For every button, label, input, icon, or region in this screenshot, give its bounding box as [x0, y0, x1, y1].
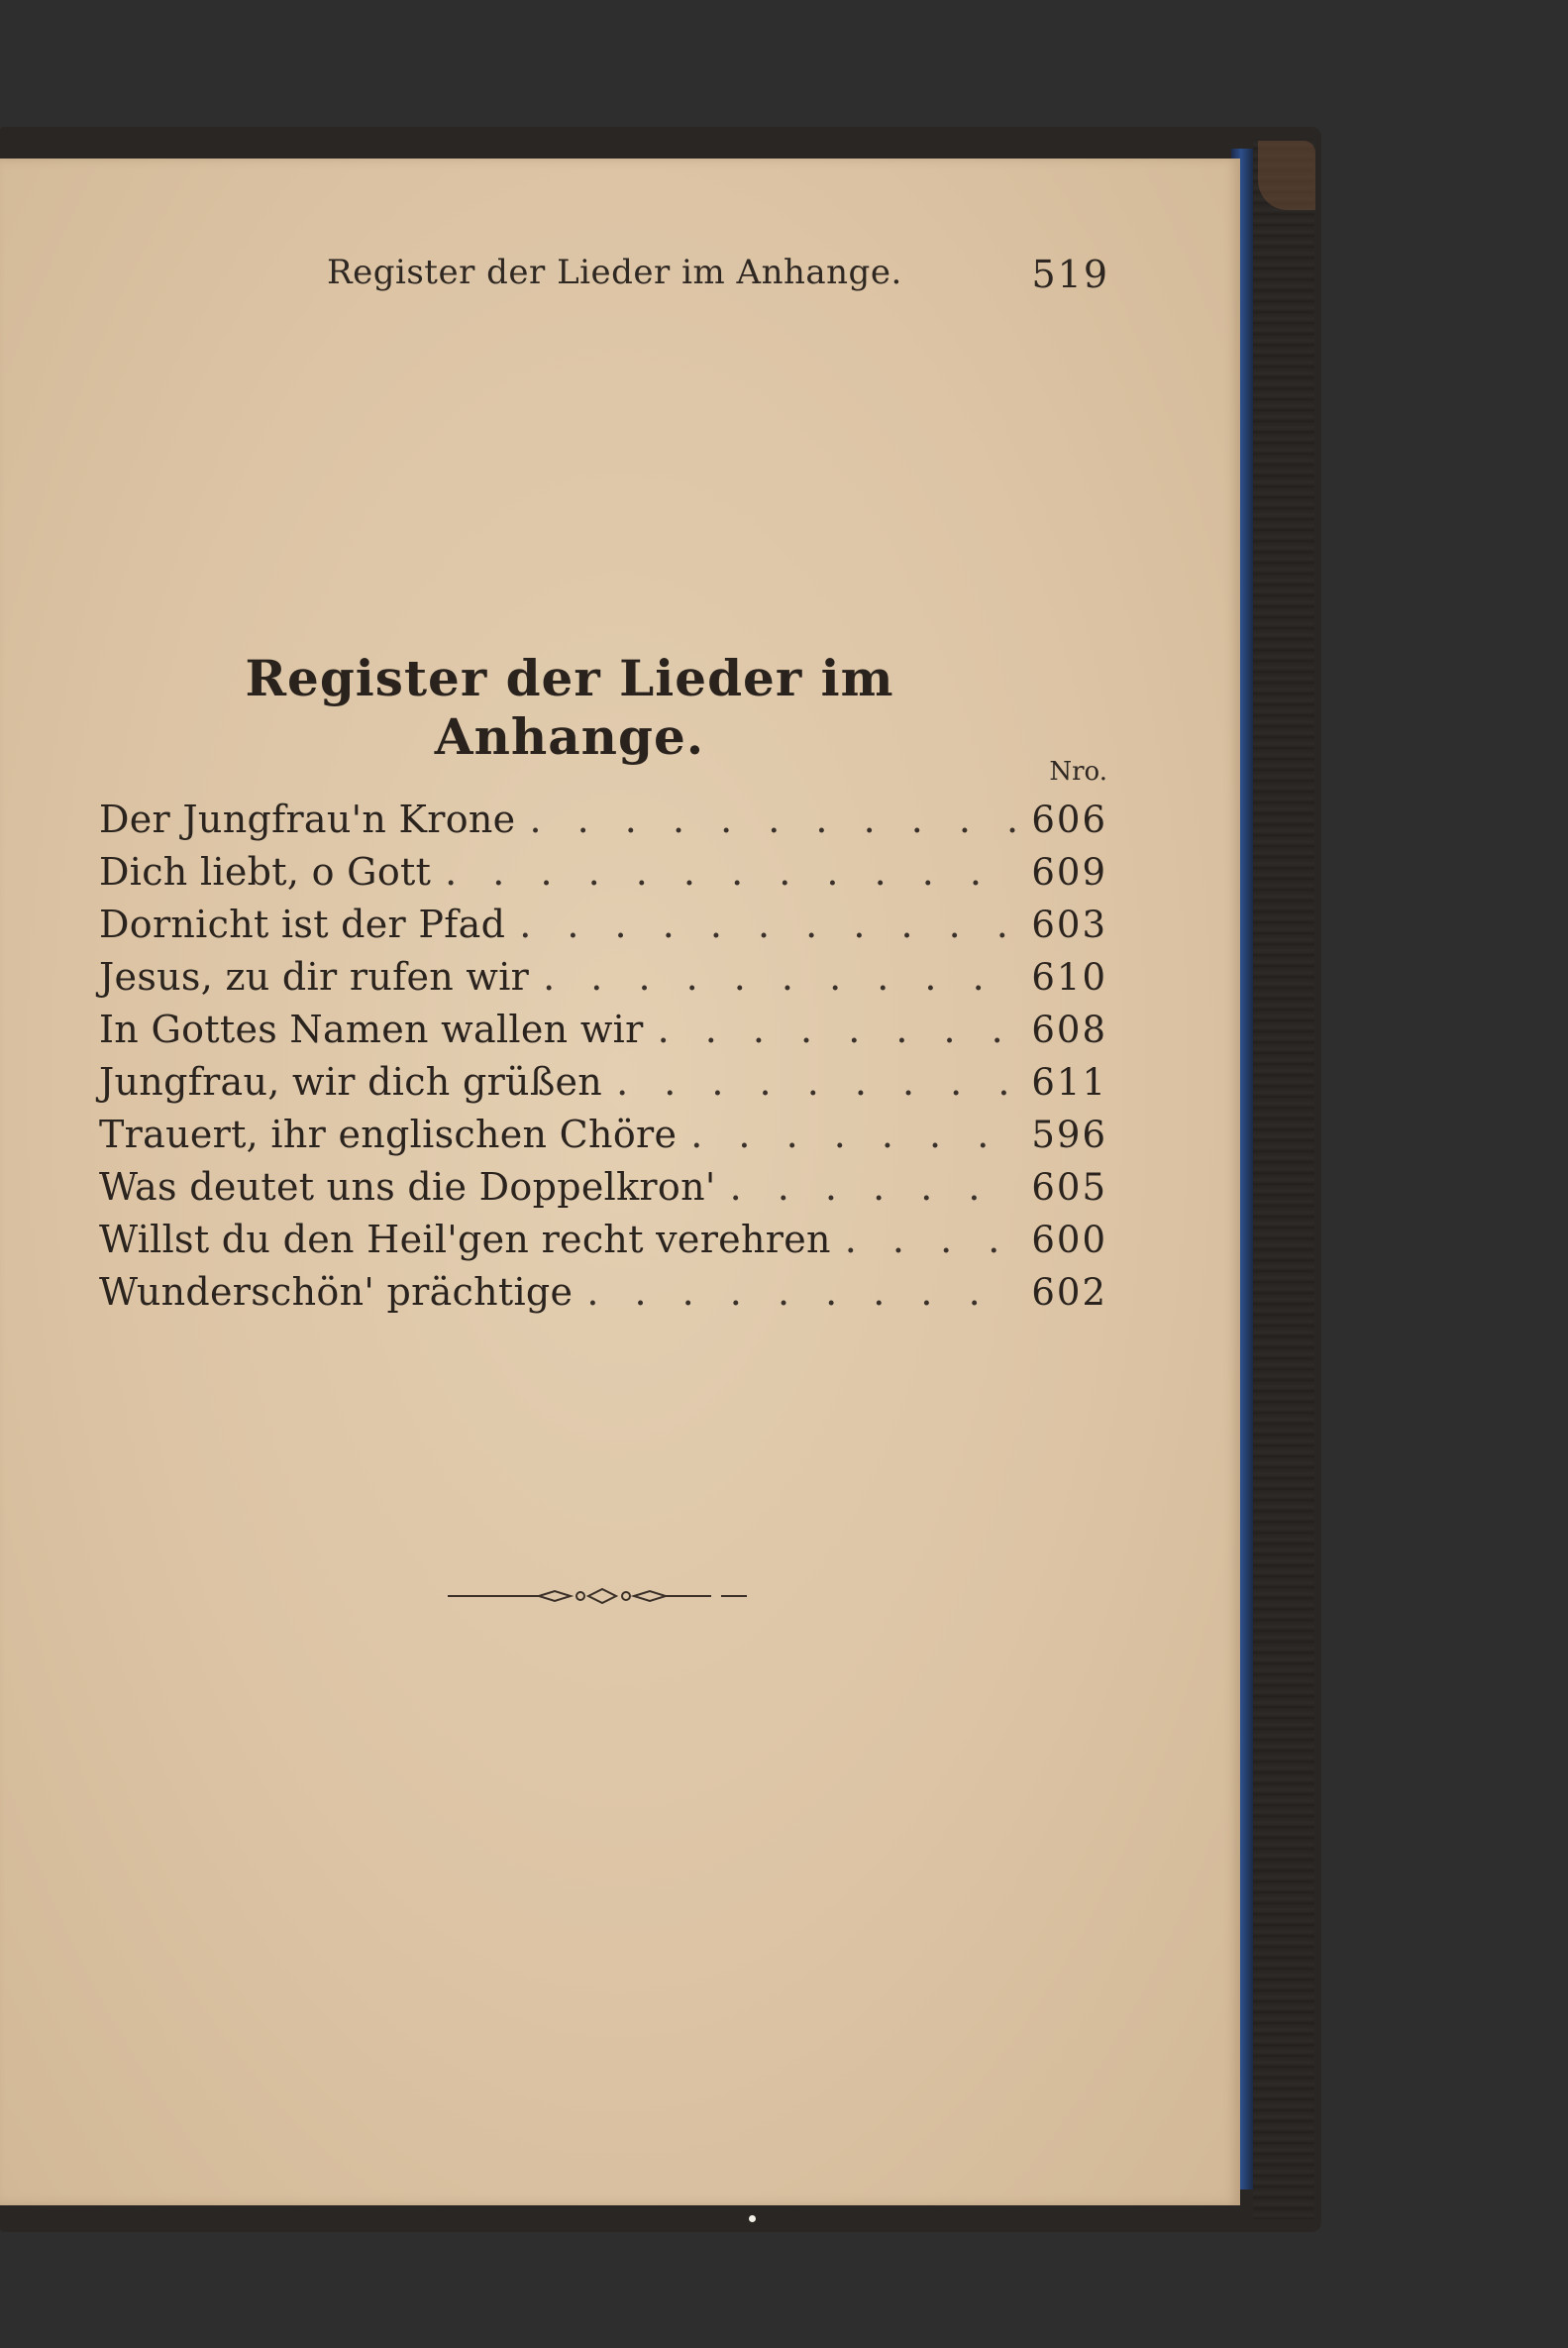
index-row [99, 1113, 1107, 1165]
dot-leader [616, 1060, 1016, 1104]
song-number: 609 [1031, 851, 1107, 894]
song-title: Dich liebt, o Gott [99, 850, 432, 894]
song-number: 610 [1031, 956, 1107, 999]
song-title: Jungfrau, wir dich grüßen [99, 1060, 603, 1104]
song-number: 608 [1031, 1009, 1107, 1051]
index-row [99, 1060, 1107, 1113]
dot-leader [690, 1113, 1016, 1156]
dot-leader [658, 1008, 1016, 1051]
index-row [99, 1270, 1107, 1323]
song-index-list [99, 798, 1107, 1323]
index-row [99, 1218, 1107, 1270]
song-title: Trauert, ihr englischen Chöre [99, 1113, 678, 1156]
worn-corner [1258, 141, 1315, 210]
song-number: 606 [1031, 799, 1107, 841]
song-number: 603 [1031, 904, 1107, 946]
dot-leader [586, 1270, 1016, 1314]
dot-leader [845, 1218, 1016, 1261]
dot-leader [730, 1165, 1016, 1209]
index-row [99, 1008, 1107, 1060]
number-column-header: Nro. [1049, 757, 1107, 787]
dot-leader [543, 955, 1016, 999]
song-number: 596 [1031, 1114, 1107, 1156]
song-number: 605 [1031, 1166, 1107, 1209]
index-row [99, 1165, 1107, 1218]
section-title: Register der Lieder im Anhange. [245, 649, 894, 766]
dot-leader [529, 798, 1016, 841]
song-number: 602 [1031, 1271, 1107, 1314]
song-title: Was deutet uns die Doppelkron' [99, 1165, 716, 1209]
page-number: 519 [1031, 253, 1109, 296]
decorative-divider-ornament [444, 1581, 751, 1611]
song-title: Willst du den Heil'gen recht verehren [99, 1218, 831, 1261]
index-row [99, 850, 1107, 903]
dot-leader [445, 850, 1016, 894]
book-spine [1253, 139, 1314, 2219]
song-number: 600 [1031, 1219, 1107, 1261]
index-row [99, 903, 1107, 955]
song-number: 611 [1031, 1061, 1107, 1104]
song-title: Jesus, zu dir rufen wir [99, 955, 530, 999]
index-row [99, 798, 1107, 850]
paper-speck [749, 2215, 756, 2222]
dot-leader [519, 903, 1016, 946]
index-row [99, 955, 1107, 1008]
song-title: In Gottes Namen wallen wir [99, 1008, 644, 1051]
song-title: Wunderschön' prächtige [99, 1270, 574, 1314]
running-head-title: Register der Lieder im Anhange. [327, 253, 902, 292]
song-title: Der Jungfrau'n Krone [99, 798, 516, 841]
song-title: Dornicht ist der Pfad [99, 903, 506, 946]
